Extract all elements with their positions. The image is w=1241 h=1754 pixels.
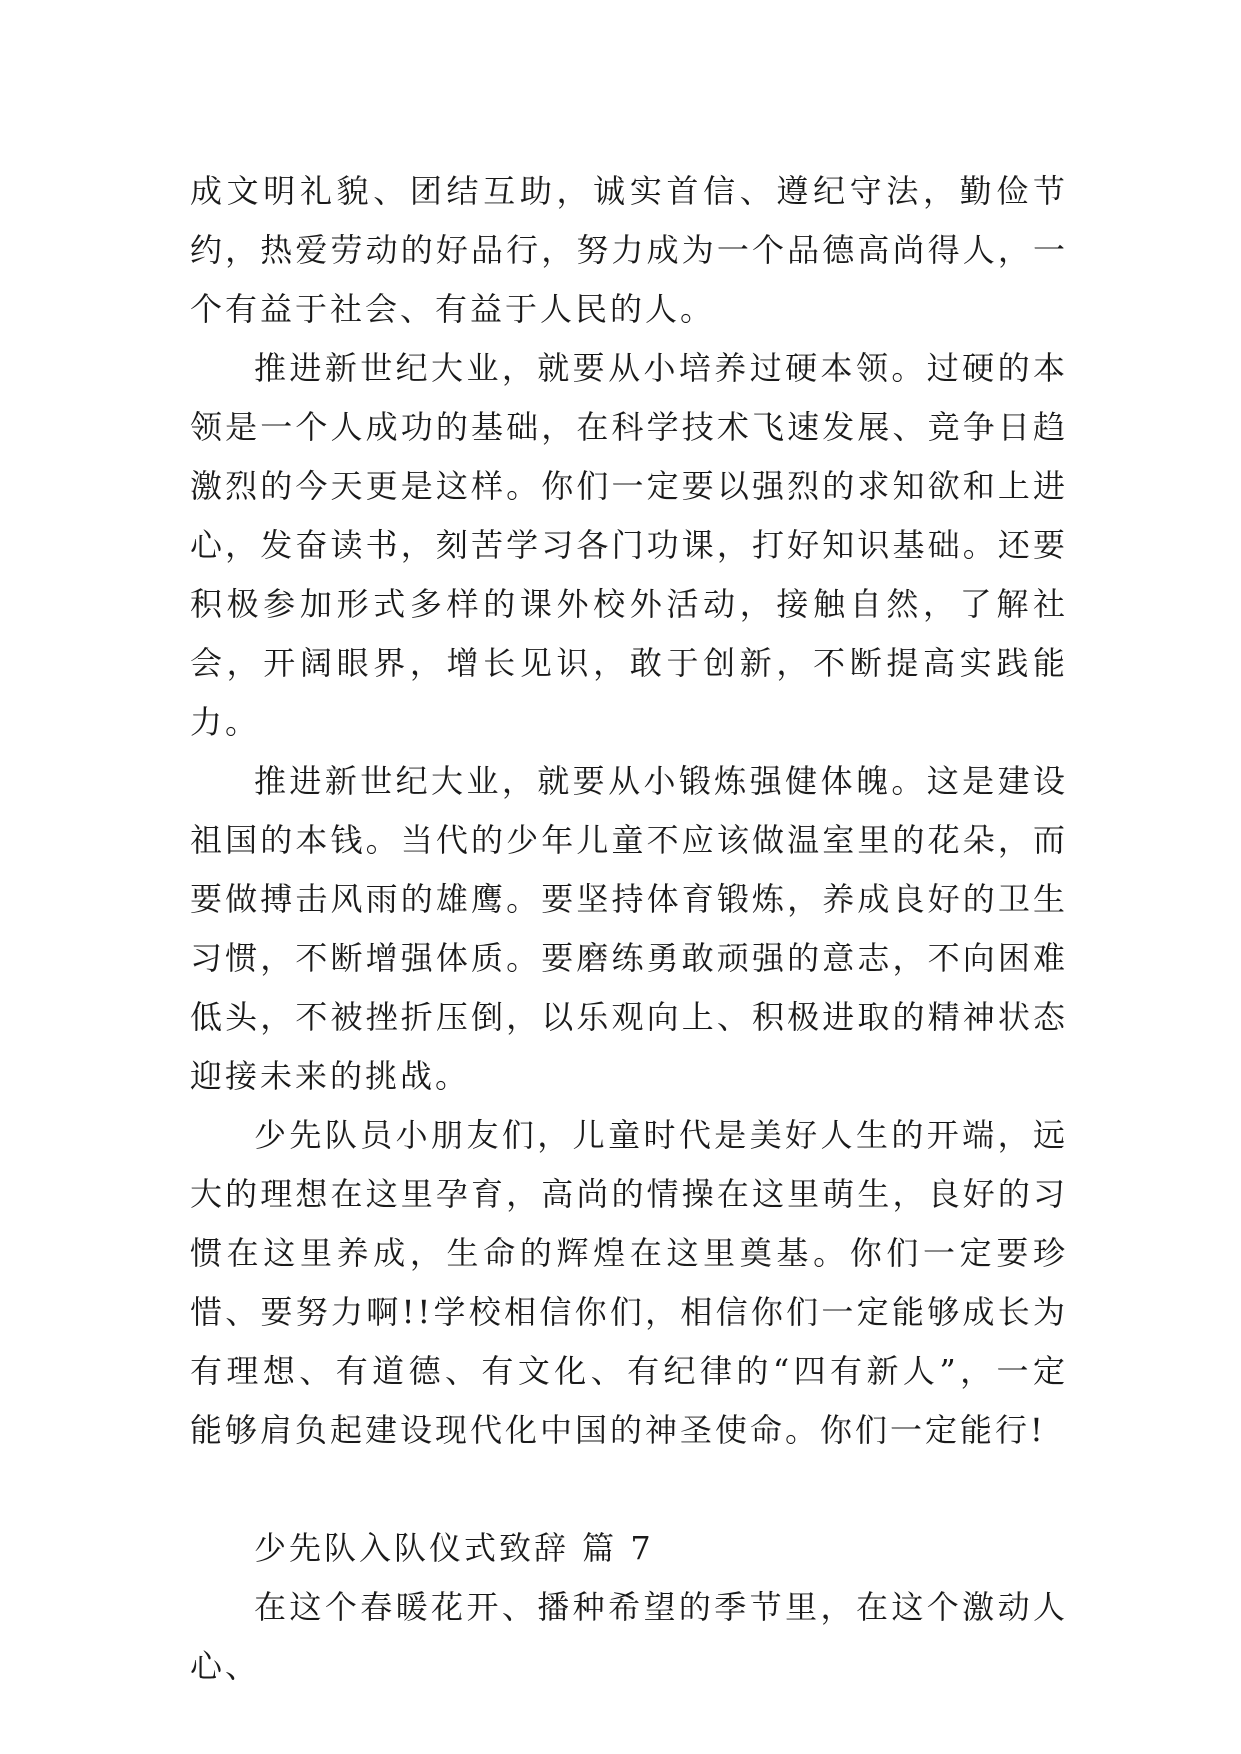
paragraph-health: 推进新世纪大业，就要从小锻炼强健体魄。这是建设祖国的本钱。当代的少年儿童不应该做温室里的花朵，而要做搏击风雨的雄鹰。要坚持体育锻炼，养成良好的卫生习惯，不断增强体质。要磨练勇敢顽强的意志，不向困难低头，不被挫折压倒，以乐观向上、积极进取的精神状态迎接未来的挑战。 bbox=[190, 762, 1068, 1095]
section-heading: 少先队入队仪式致辞 篇 7 bbox=[254, 1529, 654, 1567]
paragraph-section-start: 在这个春暖花开、播种希望的季节里，在这个激动人心、 bbox=[190, 1588, 1068, 1685]
paragraph-skills: 推进新世纪大业，就要从小培养过硬本领。过硬的本领是一个人成功的基础，在科学技术飞速发展、竞争日趋激烈的今天更是这样。你们一定要以强烈的求知欲和上进心，发奋读书，刻苦学习各门功课，打好知识基础。还要积极参加形式多样的课外校外活动，接触自然，了解社会，开阔眼界，增长见识，敢于创新，不断提高实践能力。 bbox=[190, 349, 1068, 741]
document-body bbox=[190, 162, 1068, 1696]
paragraph-closing: 少先队员小朋友们，儿童时代是美好人生的开端，远大的理想在这里孕育，高尚的情操在这里萌生，良好的习惯在这里养成，生命的辉煌在这里奠基。你们一定要珍惜、要努力啊!!学校相信你们，相信你们一定能够成长为有理想、有道德、有文化、有纪律的“四有新人”，一定能够肩负起建设现代化中国的神圣使命。你们一定能行! bbox=[190, 1116, 1068, 1449]
paragraph-continuation: 成文明礼貌、团结互助，诚实首信、遵纪守法，勤俭节约，热爱劳动的好品行，努力成为一个品德高尚得人，一个有益于社会、有益于人民的人。 bbox=[190, 172, 1068, 328]
